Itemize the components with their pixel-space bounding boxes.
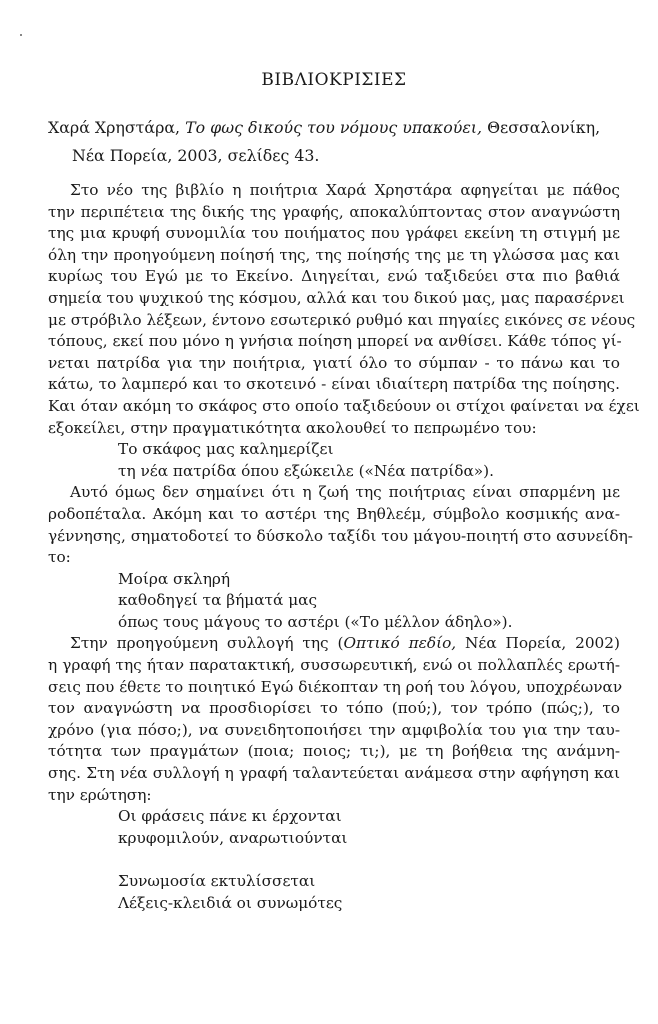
reference-publisher-line: Νέα Πορεία, 2003, σελίδες 43. xyxy=(72,146,320,165)
text-line: κάτω, το λαμπερό και το σκοτεινό - είναι ιδιαίτερη πατρίδα της ποίησης. xyxy=(48,375,620,394)
verse-line: Οι φράσεις πάνε κι έρχονται xyxy=(118,807,342,826)
verse-line: κρυφομιλούν, αναρωτιούνται xyxy=(118,828,348,847)
text-fragment: Νέα Πορεία, 2002) xyxy=(456,634,620,653)
verse-line: Λέξεις-κλειδιά οι συνωμότες xyxy=(118,893,343,912)
text-line: την ερώτηση: xyxy=(48,785,152,804)
verse-line: Μοίρα σκληρή xyxy=(118,569,231,588)
review-body xyxy=(48,180,640,914)
reference-book-title: Το φως δικούς του νόμους υπακούει, xyxy=(185,118,483,137)
text-line: εξοκείλει, στην πραγματικότητα ακολουθεί το πεπρωμένο του: xyxy=(48,418,537,437)
text-line: τον αναγνώστη να προσδιορίσει το τόπο (πού;), τον τρόπο (πώς;), το xyxy=(48,699,620,718)
text-line: όλη την προηγούμενη ποίησή της, της ποίησής της με τη γλώσσα μας και xyxy=(48,245,620,264)
text-line: σης. Στη νέα συλλογή η γραφή ταλαντεύεται ανάμεσα στην αφήγηση και xyxy=(48,764,620,783)
text-line: Στο νέο της βιβλίο η ποιήτρια Χαρά Χρηστάρα αφηγείται με πάθος xyxy=(70,181,620,199)
text-line: ροδοπέταλα. Ακόμη και το αστέρι της Βηθλεέμ, σύμβολο κοσμικής ανα- xyxy=(48,504,620,523)
text-line: η γραφή της ήταν παρατακτική, συσσωρευτική, ενώ οι πολλαπλές ερωτή- xyxy=(48,656,620,675)
text-line: χρόνο (για πόσο;), να συνειδητοποιήσει την αμφιβολία του για την ταυ- xyxy=(48,720,620,739)
cited-book-title: Οπτικό πεδίο, xyxy=(343,634,457,653)
text-line: σεις που έθετε το ποιητικό Εγώ διέκοπταν τη ροή του λόγου, υποχρέωναν xyxy=(48,677,623,696)
text-line: τότητα των πραγμάτων (ποια; ποιος; τι;), με τη βοήθεια της ανάμνη- xyxy=(48,742,620,761)
reference-line-1 xyxy=(48,114,620,142)
text-line: κυρίως του Εγώ με το Εκείνο. Διηγείται, ενώ ταξιδεύει στα πιο βαθιά xyxy=(48,267,620,286)
verse-line: καθοδηγεί τα βήματά μας xyxy=(118,591,318,610)
stanza-break xyxy=(48,849,620,871)
scan-speck xyxy=(20,34,22,36)
text-line: Αυτό όμως δεν σημαίνει ότι η ζωή της ποιήτριας είναι σπαρμένη με xyxy=(70,483,620,502)
verse-line: τη νέα πατρίδα όπου εξώκειλε («Νέα πατρίδα»). xyxy=(118,461,494,480)
text-line: γέννησης, σηματοδοτεί το δύσκολο ταξίδι του μάγου-ποιητή στο ασυνείδη- xyxy=(48,526,633,545)
reference-author: Χαρά Χρηστάρα, xyxy=(48,118,181,137)
text-line: σημεία του ψυχικού της κόσμου, αλλά και του δικού μας, μας παρασέρνει xyxy=(48,288,625,307)
text-line: νεται πατρίδα για την ποιήτρια, γιατί όλο το σύμπαν - το πάνω και το xyxy=(48,353,620,372)
text-line: το: xyxy=(48,548,71,567)
text-line: της μια κρυφή συνομιλία του ποιήματος που γράφει εκείνη τη στιγμή με xyxy=(48,224,620,243)
text-line: Και όταν ακόμη το σκάφος στο οποίο ταξιδεύουν οι στίχοι φαίνεται να έχει xyxy=(48,396,640,415)
verse-line: Το σκάφος μας καλημερίζει xyxy=(118,440,334,459)
reference-city: Θεσσαλονίκη, xyxy=(487,118,601,137)
text-line: την περιπέτεια της δικής της γραφής, αποκαλύπτοντας στον αναγνώστη xyxy=(48,202,620,221)
text-line: με στρόβιλο λέξεων, έντονο εσωτερικό ρυθμό και πηγαίες εικόνες σε νέους xyxy=(48,310,636,329)
verse-line: όπως τους μάγους το αστέρι («Το μέλλον άδηλο»). xyxy=(118,612,513,631)
page-title: ΒΙΒΛΙΟΚΡΙΣΙΕΣ xyxy=(261,70,407,90)
text-fragment: Στην προηγούμενη συλλογή της ( xyxy=(70,634,344,653)
text-line: τόπους, εκεί που μόνο η γνήσια ποίηση μπορεί να ανθίσει. Κάθε τόπος γί- xyxy=(48,332,622,351)
text-line xyxy=(48,633,620,655)
book-reference xyxy=(48,114,620,170)
verse-line: Συνωμοσία εκτυλίσσεται xyxy=(118,872,316,890)
